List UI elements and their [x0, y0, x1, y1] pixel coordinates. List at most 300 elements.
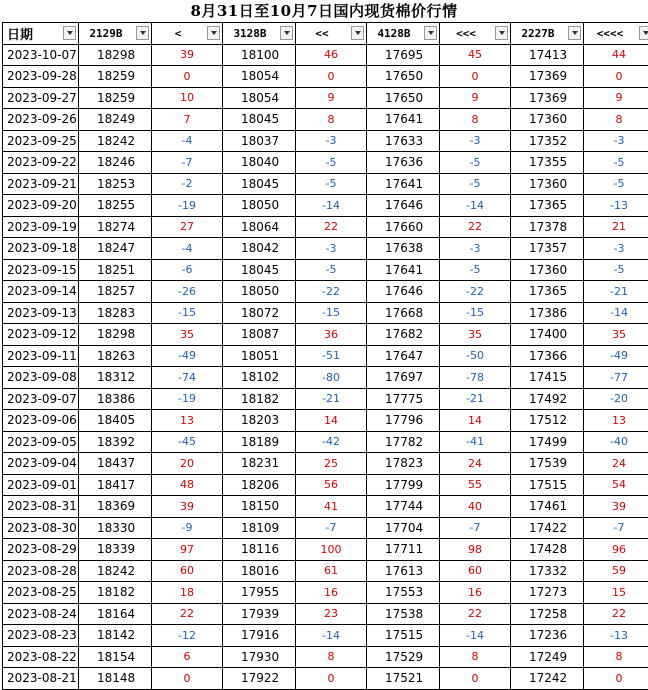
- change-cell: -3: [296, 130, 367, 152]
- price-cell: 18054: [223, 87, 296, 109]
- change-cell: 22: [152, 603, 223, 625]
- table-row: [3, 109, 648, 131]
- column-header-diff-1: [152, 23, 223, 45]
- column-header-label: <<<: [440, 23, 492, 44]
- price-cell: 18253: [79, 173, 152, 195]
- price-cell: 18392: [79, 431, 152, 453]
- change-cell: -4: [152, 238, 223, 260]
- table-row: [3, 281, 648, 303]
- table-row: [3, 560, 648, 582]
- change-cell: 0: [296, 668, 367, 690]
- price-cell: 17413: [511, 44, 584, 66]
- table-row: [3, 582, 648, 604]
- change-cell: -5: [296, 173, 367, 195]
- price-cell: 18246: [79, 152, 152, 174]
- table-row: [3, 302, 648, 324]
- date-cell: 2023-08-31: [3, 496, 79, 518]
- column-header-label: <: [152, 23, 204, 44]
- price-cell: 17515: [511, 474, 584, 496]
- price-cell: 17461: [511, 496, 584, 518]
- change-cell: -9: [152, 517, 223, 539]
- column-header-label: 4128B: [367, 23, 421, 44]
- table-row: [3, 87, 648, 109]
- change-cell: -51: [296, 345, 367, 367]
- date-cell: 2023-08-24: [3, 603, 79, 625]
- price-cell: 17258: [511, 603, 584, 625]
- date-cell: 2023-09-21: [3, 173, 79, 195]
- change-cell: 21: [584, 216, 648, 238]
- price-cell: 17422: [511, 517, 584, 539]
- date-cell: 2023-09-08: [3, 367, 79, 389]
- change-cell: -20: [584, 388, 648, 410]
- change-cell: -22: [296, 281, 367, 303]
- price-cell: 17512: [511, 410, 584, 432]
- change-cell: 39: [152, 44, 223, 66]
- price-cell: 17553: [367, 582, 440, 604]
- price-cell: 17355: [511, 152, 584, 174]
- filter-dropdown-icon[interactable]: [639, 26, 648, 40]
- table-row: [3, 195, 648, 217]
- table-row: [3, 173, 648, 195]
- change-cell: -77: [584, 367, 648, 389]
- price-cell: 17916: [223, 625, 296, 647]
- price-cell: 17357: [511, 238, 584, 260]
- table-row: [3, 259, 648, 281]
- price-cell: 18298: [79, 324, 152, 346]
- table-row: [3, 44, 648, 66]
- filter-dropdown-icon[interactable]: [136, 26, 149, 40]
- column-header-diff-3: [440, 23, 511, 45]
- change-cell: 8: [296, 646, 367, 668]
- price-cell: 18330: [79, 517, 152, 539]
- change-cell: 7: [152, 109, 223, 131]
- table-row: [3, 603, 648, 625]
- price-cell: 18087: [223, 324, 296, 346]
- date-cell: 2023-09-13: [3, 302, 79, 324]
- change-cell: -7: [584, 517, 648, 539]
- change-cell: -14: [296, 625, 367, 647]
- price-cell: 17515: [367, 625, 440, 647]
- change-cell: 96: [584, 539, 648, 561]
- change-cell: 16: [440, 582, 511, 604]
- price-cell: 17378: [511, 216, 584, 238]
- table-row: [3, 66, 648, 88]
- change-cell: 22: [296, 216, 367, 238]
- date-cell: 2023-08-30: [3, 517, 79, 539]
- price-cell: 17695: [367, 44, 440, 66]
- change-cell: 44: [584, 44, 648, 66]
- price-cell: 18045: [223, 109, 296, 131]
- price-cell: 17650: [367, 87, 440, 109]
- price-cell: 17646: [367, 281, 440, 303]
- price-cell: 17660: [367, 216, 440, 238]
- table-row: [3, 345, 648, 367]
- price-cell: 18274: [79, 216, 152, 238]
- price-cell: 18150: [223, 496, 296, 518]
- price-cell: 17386: [511, 302, 584, 324]
- change-cell: 16: [296, 582, 367, 604]
- change-cell: -14: [440, 625, 511, 647]
- price-cell: 17332: [511, 560, 584, 582]
- table-row: [3, 324, 648, 346]
- change-cell: 22: [440, 603, 511, 625]
- change-cell: 60: [152, 560, 223, 582]
- date-cell: 2023-09-04: [3, 453, 79, 475]
- column-header-label: 3128B: [223, 23, 277, 44]
- change-cell: 22: [584, 603, 648, 625]
- change-cell: 9: [296, 87, 367, 109]
- price-cell: 17823: [367, 453, 440, 475]
- price-cell: 18182: [223, 388, 296, 410]
- change-cell: -19: [152, 388, 223, 410]
- change-cell: 36: [296, 324, 367, 346]
- column-header-label: 2129B: [79, 23, 133, 44]
- change-cell: 13: [152, 410, 223, 432]
- change-cell: -14: [584, 302, 648, 324]
- date-cell: 2023-09-05: [3, 431, 79, 453]
- change-cell: 100: [296, 539, 367, 561]
- change-cell: 0: [152, 668, 223, 690]
- change-cell: 48: [152, 474, 223, 496]
- change-cell: -5: [440, 152, 511, 174]
- change-cell: 23: [296, 603, 367, 625]
- price-cell: 18231: [223, 453, 296, 475]
- change-cell: 35: [152, 324, 223, 346]
- date-cell: 2023-08-22: [3, 646, 79, 668]
- price-cell: 18040: [223, 152, 296, 174]
- price-cell: 17775: [367, 388, 440, 410]
- date-cell: 2023-08-25: [3, 582, 79, 604]
- price-cell: 18249: [79, 109, 152, 131]
- column-header-4128b: [367, 23, 440, 45]
- column-header-label: <<<<: [584, 23, 636, 44]
- price-cell: 17668: [367, 302, 440, 324]
- date-cell: 2023-09-22: [3, 152, 79, 174]
- date-cell: 2023-09-11: [3, 345, 79, 367]
- change-cell: 15: [584, 582, 648, 604]
- price-cell: 17415: [511, 367, 584, 389]
- price-cell: 17249: [511, 646, 584, 668]
- price-cell: 17704: [367, 517, 440, 539]
- change-cell: -14: [440, 195, 511, 217]
- date-cell: 2023-09-18: [3, 238, 79, 260]
- price-cell: 17360: [511, 173, 584, 195]
- change-cell: -7: [440, 517, 511, 539]
- table-row: [3, 646, 648, 668]
- price-cell: 17365: [511, 195, 584, 217]
- price-cell: 18016: [223, 560, 296, 582]
- change-cell: -2: [152, 173, 223, 195]
- filter-dropdown-icon[interactable]: [63, 26, 76, 40]
- date-cell: 2023-10-07: [3, 44, 79, 66]
- table-row: [3, 539, 648, 561]
- change-cell: -7: [296, 517, 367, 539]
- filter-dropdown-icon[interactable]: [568, 26, 581, 40]
- price-cell: 18259: [79, 87, 152, 109]
- table-row: [3, 130, 648, 152]
- price-cell: 17697: [367, 367, 440, 389]
- price-cell: 18255: [79, 195, 152, 217]
- change-cell: -78: [440, 367, 511, 389]
- change-cell: -3: [584, 238, 648, 260]
- date-cell: 2023-08-28: [3, 560, 79, 582]
- price-cell: 18148: [79, 668, 152, 690]
- price-cell: 17613: [367, 560, 440, 582]
- price-cell: 18051: [223, 345, 296, 367]
- change-cell: -45: [152, 431, 223, 453]
- price-cell: 18417: [79, 474, 152, 496]
- change-cell: 39: [584, 496, 648, 518]
- column-header-3128b: [223, 23, 296, 45]
- change-cell: 20: [152, 453, 223, 475]
- change-cell: 54: [584, 474, 648, 496]
- price-cell: 18154: [79, 646, 152, 668]
- price-cell: 17366: [511, 345, 584, 367]
- price-cell: 18054: [223, 66, 296, 88]
- change-cell: -15: [440, 302, 511, 324]
- price-cell: 17538: [367, 603, 440, 625]
- change-cell: -13: [584, 195, 648, 217]
- change-cell: -49: [152, 345, 223, 367]
- change-cell: -5: [296, 152, 367, 174]
- price-cell: 17711: [367, 539, 440, 561]
- price-cell: 18312: [79, 367, 152, 389]
- table-row: [3, 367, 648, 389]
- change-cell: -49: [584, 345, 648, 367]
- price-cell: 18206: [223, 474, 296, 496]
- change-cell: 0: [296, 66, 367, 88]
- filter-dropdown-icon[interactable]: [495, 26, 508, 40]
- price-cell: 18182: [79, 582, 152, 604]
- filter-dropdown-icon[interactable]: [351, 26, 364, 40]
- change-cell: 55: [440, 474, 511, 496]
- change-cell: 9: [584, 87, 648, 109]
- price-cell: 18283: [79, 302, 152, 324]
- change-cell: 8: [584, 109, 648, 131]
- table-row: [3, 388, 648, 410]
- change-cell: -80: [296, 367, 367, 389]
- change-cell: -7: [152, 152, 223, 174]
- change-cell: 39: [152, 496, 223, 518]
- change-cell: -50: [440, 345, 511, 367]
- price-cell: 18242: [79, 560, 152, 582]
- change-cell: 14: [296, 410, 367, 432]
- price-cell: 17682: [367, 324, 440, 346]
- change-cell: 97: [152, 539, 223, 561]
- change-cell: 8: [440, 109, 511, 131]
- change-cell: -26: [152, 281, 223, 303]
- date-cell: 2023-08-29: [3, 539, 79, 561]
- date-cell: 2023-09-26: [3, 109, 79, 131]
- table-row: [3, 496, 648, 518]
- filter-dropdown-icon[interactable]: [424, 26, 437, 40]
- change-cell: -15: [296, 302, 367, 324]
- change-cell: -41: [440, 431, 511, 453]
- price-cell: 18109: [223, 517, 296, 539]
- table-row: [3, 431, 648, 453]
- price-cell: 17641: [367, 173, 440, 195]
- change-cell: 60: [440, 560, 511, 582]
- change-cell: -12: [152, 625, 223, 647]
- table-row: [3, 625, 648, 647]
- table-row: [3, 152, 648, 174]
- change-cell: -3: [440, 130, 511, 152]
- table-row: [3, 216, 648, 238]
- price-cell: 17236: [511, 625, 584, 647]
- table-row: [3, 410, 648, 432]
- column-header-2227b: [511, 23, 584, 45]
- price-cell: 18189: [223, 431, 296, 453]
- change-cell: 10: [152, 87, 223, 109]
- change-cell: 35: [440, 324, 511, 346]
- change-cell: 8: [296, 109, 367, 131]
- date-cell: 2023-09-19: [3, 216, 79, 238]
- date-cell: 2023-09-20: [3, 195, 79, 217]
- price-cell: 18339: [79, 539, 152, 561]
- price-cell: 17930: [223, 646, 296, 668]
- column-header-2129b: [79, 23, 152, 45]
- price-cell: 17369: [511, 66, 584, 88]
- change-cell: -19: [152, 195, 223, 217]
- change-cell: 8: [440, 646, 511, 668]
- change-cell: 45: [440, 44, 511, 66]
- change-cell: 25: [296, 453, 367, 475]
- change-cell: -40: [584, 431, 648, 453]
- date-cell: 2023-09-28: [3, 66, 79, 88]
- change-cell: 14: [440, 410, 511, 432]
- change-cell: 98: [440, 539, 511, 561]
- price-cell: 18242: [79, 130, 152, 152]
- change-cell: 13: [584, 410, 648, 432]
- change-cell: -3: [584, 130, 648, 152]
- price-cell: 18203: [223, 410, 296, 432]
- price-cell: 18259: [79, 66, 152, 88]
- price-cell: 18116: [223, 539, 296, 561]
- date-cell: 2023-09-07: [3, 388, 79, 410]
- change-cell: 0: [440, 668, 511, 690]
- price-cell: 18257: [79, 281, 152, 303]
- change-cell: 40: [440, 496, 511, 518]
- change-cell: 24: [440, 453, 511, 475]
- price-cell: 17782: [367, 431, 440, 453]
- table-row: [3, 453, 648, 475]
- price-cell: 18405: [79, 410, 152, 432]
- date-cell: 2023-09-12: [3, 324, 79, 346]
- change-cell: 0: [440, 66, 511, 88]
- price-cell: 18042: [223, 238, 296, 260]
- table-row: [3, 474, 648, 496]
- price-cell: 18369: [79, 496, 152, 518]
- price-cell: 17646: [367, 195, 440, 217]
- change-cell: 24: [584, 453, 648, 475]
- sheet-title: 8月31日至10月7日国内现货棉价行情: [0, 0, 648, 22]
- change-cell: -5: [584, 259, 648, 281]
- price-cell: 17955: [223, 582, 296, 604]
- column-header-label: 日期: [3, 23, 60, 44]
- price-cell: 18247: [79, 238, 152, 260]
- price-cell: 17242: [511, 668, 584, 690]
- price-cell: 17636: [367, 152, 440, 174]
- price-cell: 17922: [223, 668, 296, 690]
- price-cell: 18072: [223, 302, 296, 324]
- price-cell: 17796: [367, 410, 440, 432]
- date-cell: 2023-09-27: [3, 87, 79, 109]
- change-cell: 0: [152, 66, 223, 88]
- table-row: [3, 238, 648, 260]
- change-cell: 0: [584, 668, 648, 690]
- price-cell: 17641: [367, 259, 440, 281]
- header-row: [3, 23, 648, 45]
- date-cell: 2023-08-21: [3, 668, 79, 690]
- price-cell: 17428: [511, 539, 584, 561]
- column-header-label: 2227B: [511, 23, 565, 44]
- column-header-label: <<: [296, 23, 348, 44]
- price-cell: 17352: [511, 130, 584, 152]
- change-cell: -3: [440, 238, 511, 260]
- change-cell: -14: [296, 195, 367, 217]
- column-header-date: [3, 23, 79, 45]
- price-cell: 18050: [223, 281, 296, 303]
- change-cell: -42: [296, 431, 367, 453]
- date-cell: 2023-09-01: [3, 474, 79, 496]
- change-cell: -15: [152, 302, 223, 324]
- change-cell: 27: [152, 216, 223, 238]
- price-cell: 17360: [511, 109, 584, 131]
- price-cell: 17647: [367, 345, 440, 367]
- price-cell: 18100: [223, 44, 296, 66]
- change-cell: 41: [296, 496, 367, 518]
- change-cell: 8: [584, 646, 648, 668]
- price-cell: 17400: [511, 324, 584, 346]
- price-cell: 17499: [511, 431, 584, 453]
- price-cell: 18045: [223, 173, 296, 195]
- price-cell: 18050: [223, 195, 296, 217]
- price-cell: 18386: [79, 388, 152, 410]
- change-cell: 56: [296, 474, 367, 496]
- price-cell: 17638: [367, 238, 440, 260]
- change-cell: 18: [152, 582, 223, 604]
- change-cell: -5: [584, 173, 648, 195]
- change-cell: -22: [440, 281, 511, 303]
- change-cell: -13: [584, 625, 648, 647]
- filter-dropdown-icon[interactable]: [207, 26, 220, 40]
- change-cell: 61: [296, 560, 367, 582]
- date-cell: 2023-09-06: [3, 410, 79, 432]
- date-cell: 2023-09-25: [3, 130, 79, 152]
- price-cell: 17521: [367, 668, 440, 690]
- change-cell: -21: [584, 281, 648, 303]
- change-cell: 46: [296, 44, 367, 66]
- change-cell: 59: [584, 560, 648, 582]
- column-header-diff-4: [584, 23, 648, 45]
- price-cell: 18298: [79, 44, 152, 66]
- change-cell: -4: [152, 130, 223, 152]
- date-cell: 2023-08-23: [3, 625, 79, 647]
- date-cell: 2023-09-15: [3, 259, 79, 281]
- change-cell: 6: [152, 646, 223, 668]
- change-cell: -74: [152, 367, 223, 389]
- price-cell: 17641: [367, 109, 440, 131]
- table-body: [3, 44, 648, 689]
- price-cell: 18102: [223, 367, 296, 389]
- price-cell: 17365: [511, 281, 584, 303]
- price-cell: 17539: [511, 453, 584, 475]
- price-cell: 17633: [367, 130, 440, 152]
- price-cell: 17492: [511, 388, 584, 410]
- filter-dropdown-icon[interactable]: [280, 26, 293, 40]
- change-cell: -3: [296, 238, 367, 260]
- change-cell: -5: [440, 173, 511, 195]
